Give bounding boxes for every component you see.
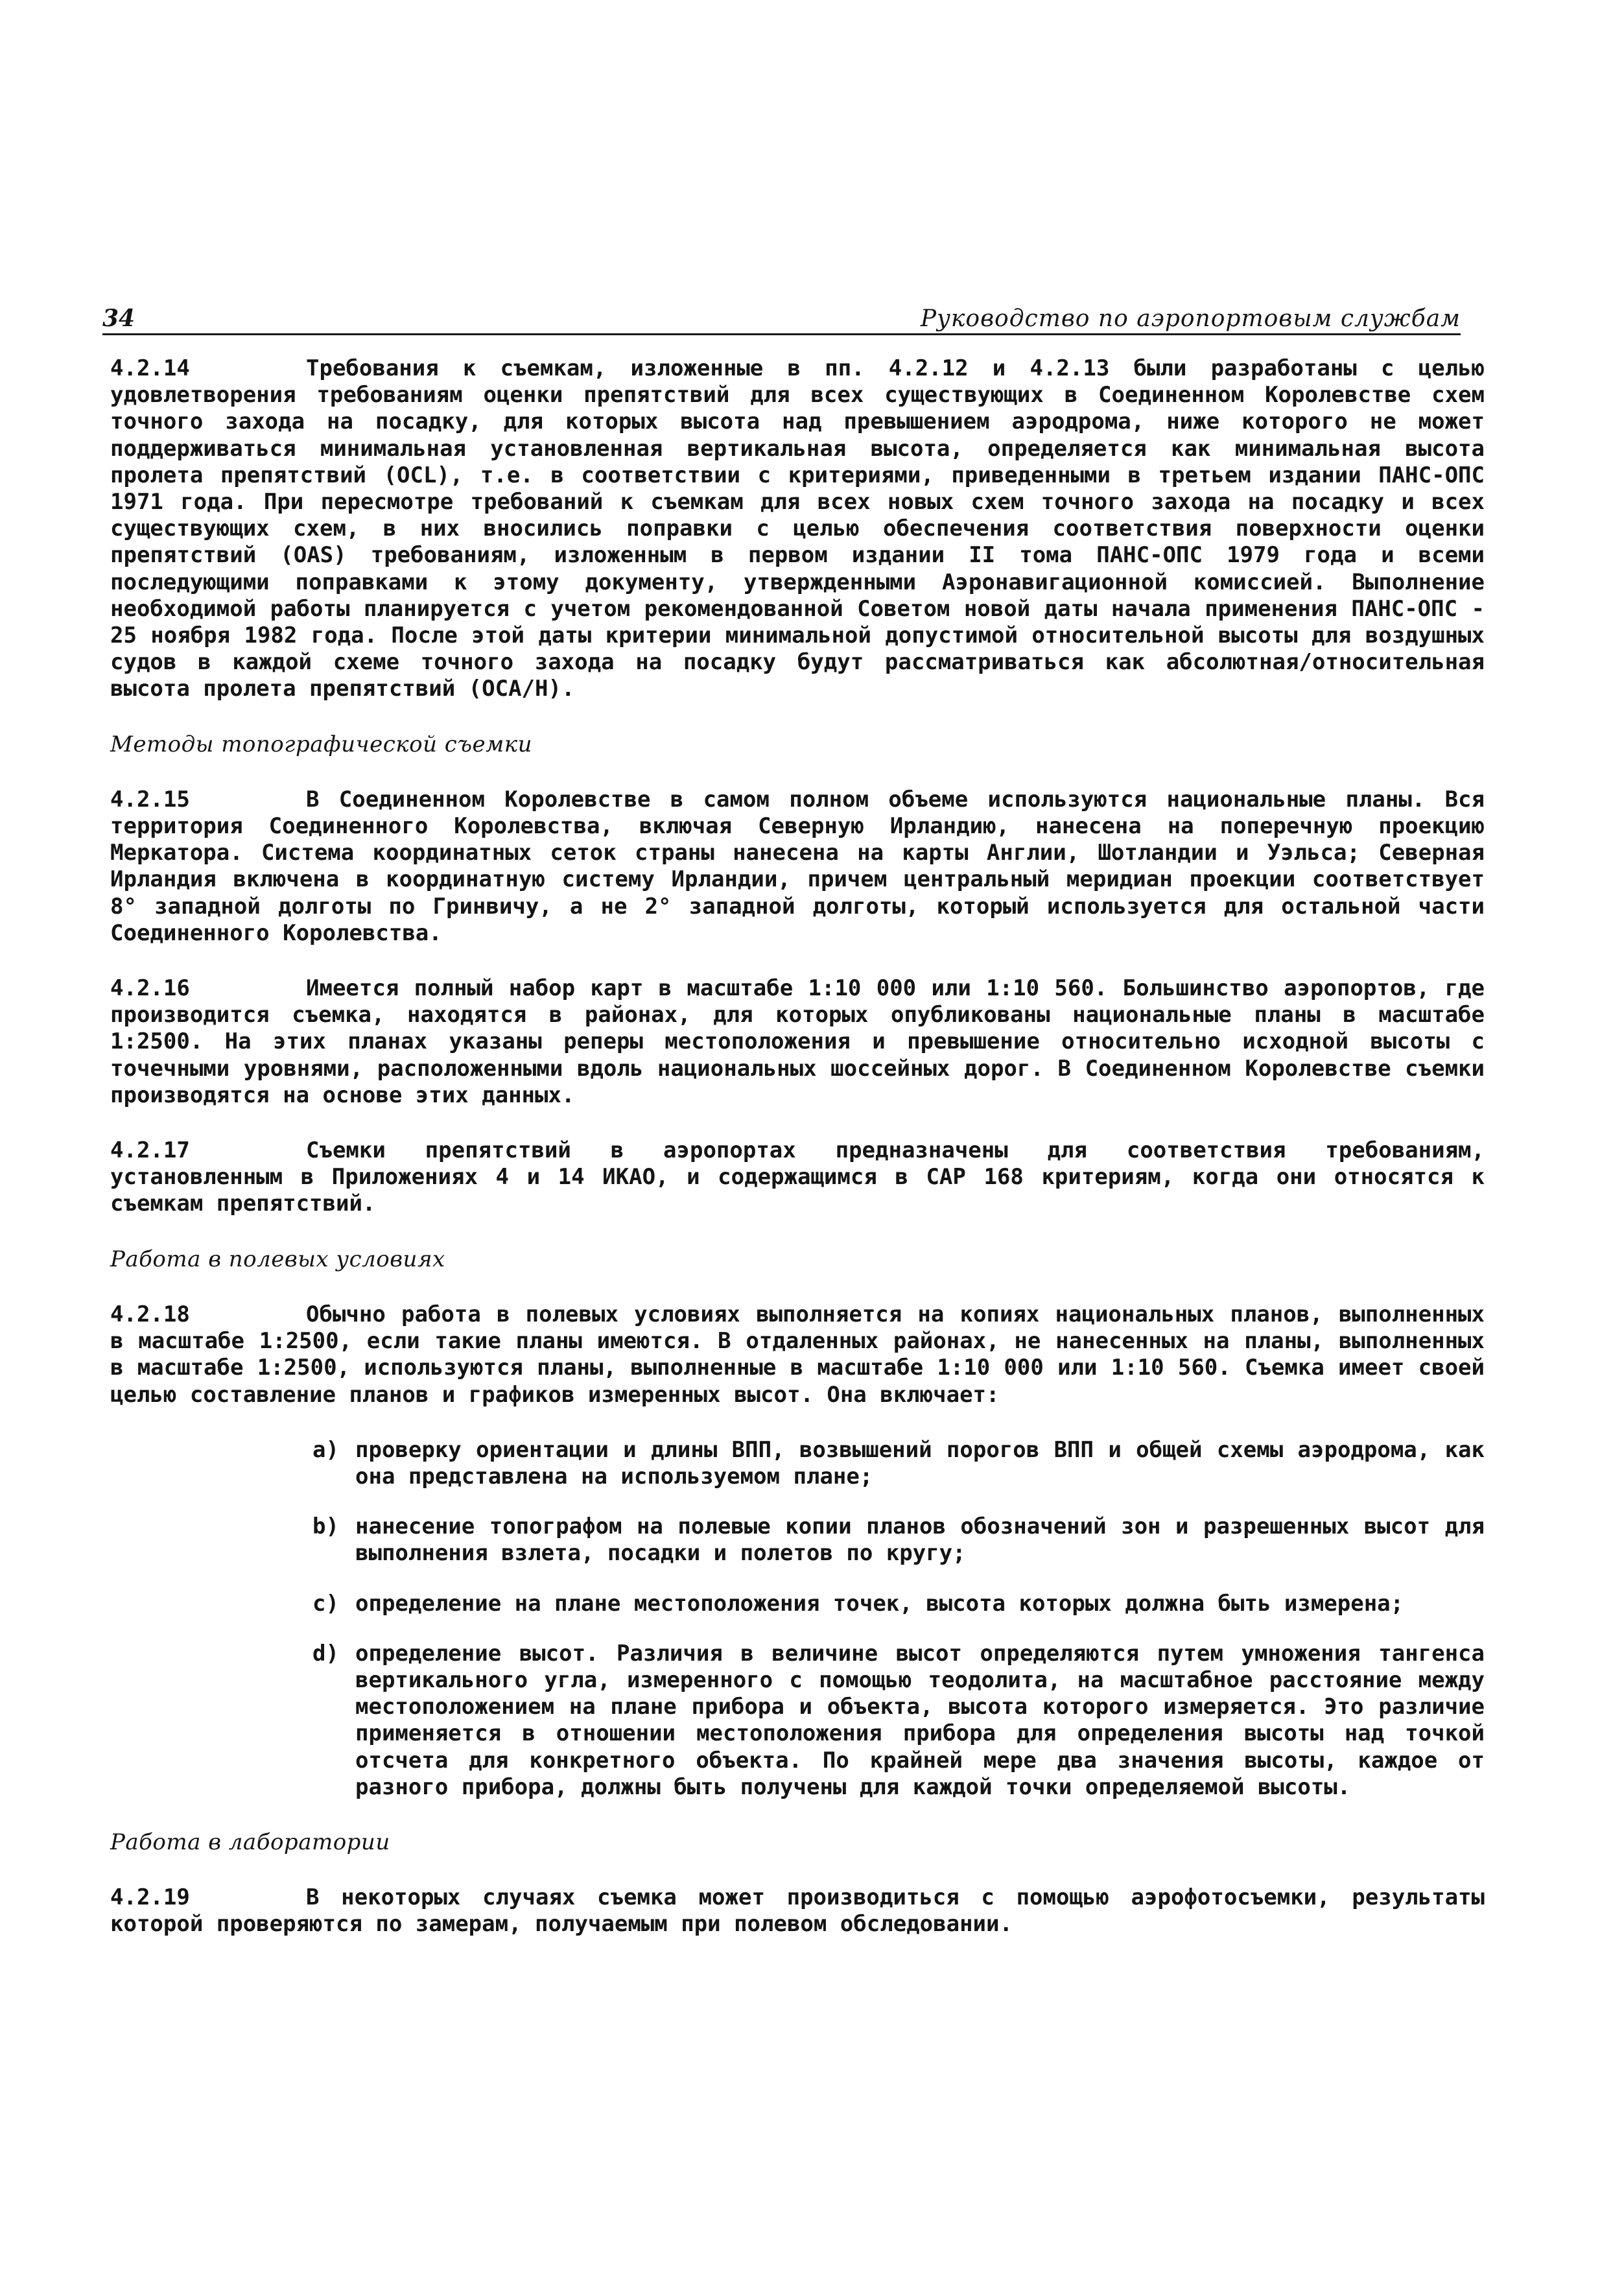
paragraph-text: Съемки препятствий в аэропортах предназначены для соответствия требованиям, установленным в Приложениях 4 и 14 ИКАО, и содержащимся в CAP 168 критериям, когда они относятся к съемкам препятствий. bbox=[110, 1137, 1485, 1217]
list-marker: c) bbox=[312, 1590, 339, 1617]
list-item bbox=[312, 1641, 1485, 1801]
paragraph-number: 4.2.17 bbox=[110, 1137, 190, 1164]
list-item-text: проверку ориентации и длины ВПП, возвышений порогов ВПП и общей схемы аэродрома, как она представлена на используемом плане; bbox=[355, 1436, 1485, 1489]
paragraph-4-2-15 bbox=[110, 787, 1485, 947]
list-item-text: определение высот. Различия в величине высот определяются путем умножения тангенса вертикального угла, измеренного с помощью теодолита, на масштабное расстояние между местоположением на плане прибора и объекта, высота которого измеряется. Это различие применяется в отношении местоположения прибора для определения высоты над точкой отсчета для конкретного объекта. По крайней мере два значения высоты, каждое от разного прибора, должны быть получены для каждой точки определяемой высоты. bbox=[355, 1640, 1485, 1800]
paragraph-text: Обычно работа в полевых условиях выполняется на копиях национальных планов, выполненных в масштабе 1:2500, если такие планы имеются. В отдаленных районах, не нанесенных на планы, выполненных в масштабе 1:2500, используются планы, выполненные в масштабе 1:10 000 или 1:10 560. Съемка имеет своей целью составление планов и графиков измеренных высот. Она включает: bbox=[110, 1301, 1485, 1408]
page-number: 34 bbox=[102, 305, 135, 332]
paragraph-number: 4.2.18 bbox=[110, 1301, 190, 1327]
list-marker: a) bbox=[312, 1436, 339, 1463]
running-title: Руководство по аэропортовым службам bbox=[920, 305, 1461, 332]
paragraph-4-2-17 bbox=[110, 1137, 1485, 1218]
section-heading-lab-work: Работа в лаборатории bbox=[110, 1829, 390, 1855]
field-work-list bbox=[110, 1437, 1485, 1801]
paragraph-number: 4.2.15 bbox=[110, 786, 190, 813]
paragraph-4-2-18 bbox=[110, 1301, 1485, 1408]
paragraph-text: Имеется полный набор карт в масштабе 1:10 000 или 1:10 560. Большинство аэропортов, где производится съемка, находятся в районах, для которых опубликованы национальные планы в масштабе 1:2500. На этих планах указаны реперы местоположения и превышение относительно исходной высоты с точечными уровнями, расположенными вдоль национальных шоссейных дорог. В Соединенном Королевстве съемки производятся на основе этих данных. bbox=[110, 975, 1485, 1108]
section-heading-methods: Методы топографической съемки bbox=[110, 731, 533, 757]
paragraph-number: 4.2.19 bbox=[110, 1884, 190, 1911]
list-marker: b) bbox=[312, 1513, 339, 1540]
paragraph-4-2-16 bbox=[110, 975, 1485, 1109]
paragraph-number: 4.2.14 bbox=[110, 355, 190, 381]
page-body bbox=[110, 355, 1485, 1967]
paragraph-text: В некоторых случаях съемка может производиться с помощью аэрофотосъемки, результаты которой проверяются по замерам, получаемым при полевом обследовании. bbox=[110, 1884, 1485, 1938]
list-item-text: определение на плане местоположения точек, высота которых должна быть измерена; bbox=[355, 1590, 1404, 1617]
page-header bbox=[102, 300, 1461, 335]
section-heading-field-work: Работа в полевых условиях bbox=[110, 1246, 445, 1272]
paragraph-number: 4.2.16 bbox=[110, 975, 190, 1002]
list-marker: d) bbox=[312, 1640, 339, 1667]
paragraph-text: В Соединенном Королевстве в самом полном объеме используются национальные планы. Вся территория Соединенного Королевства, включая Северную Ирландию, нанесена на поперечную проекцию Меркатора. Система координатных сеток страны нанесена на карты Англии, Шотландии и Уэльса; Северная Ирландия включена в координатную систему Ирландии, причем центральный меридиан проекции соответствует 8° западной долготы по Гринвичу, а не 2° западной долготы, который используется для остальной части Соединенного Королевства. bbox=[110, 786, 1485, 946]
list-item bbox=[312, 1591, 1485, 1617]
list-item-text: нанесение топографом на полевые копии планов обозначений зон и разрешенных высот для выполнения взлета, посадки и полетов по кругу; bbox=[355, 1513, 1485, 1567]
paragraph-text: Требования к съемкам, изложенные в пп. 4.2.12 и 4.2.13 были разработаны с целью удовлетворения требованиям оценки препятствий для всех существующих в Соединенном Королевстве схем точного захода на посадку, для которых высота над превышением аэродрома, ниже которого не может поддерживаться минимальная установленная вертикальная высота, определяется как минимальная высота пролета препятствий (OCL), т.е. в соответствии с критериями, приведенными в третьем издании ПАНС-ОПС 1971 года. При пересмотре требований к съемкам для всех новых схем точного захода на посадку и всех существующих схем, в них вносились поправки с целью обеспечения соответствия поверхности оценки препятствий (OAS) требованиям, изложенным в первом издании II тома ПАНС-ОПС 1979 года и всеми последующими поправками к этому документу, утвержденными Аэронавигационной комиссией. Выполнение необходимой работы планируется с учетом рекомендованной Советом новой даты начала применения ПАНС-ОПС - 25 ноября 1982 года. После этой даты критерии минимальной допустимой относительной высоты для воздушных судов в каждой схеме точного захода на посадку будут рассматриваться как абсолютная/относительная высота пролета препятствий (OCA/H). bbox=[110, 355, 1485, 702]
paragraph-4-2-19 bbox=[110, 1884, 1485, 1938]
list-item bbox=[312, 1513, 1485, 1567]
paragraph-4-2-14 bbox=[110, 355, 1485, 703]
list-item bbox=[312, 1437, 1485, 1490]
